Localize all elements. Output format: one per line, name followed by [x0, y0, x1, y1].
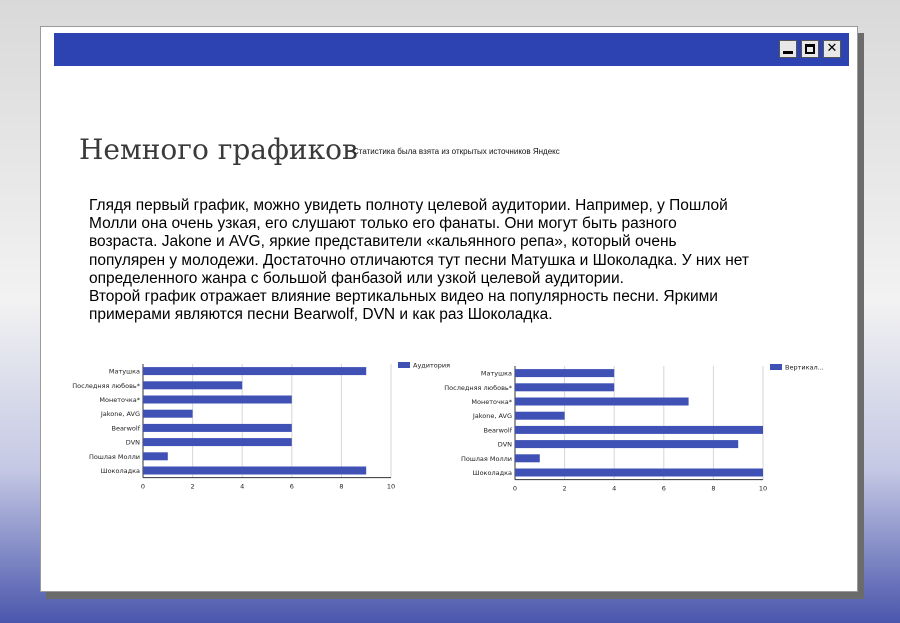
chart1-category-label-5: DVN [125, 438, 140, 447]
chart2-legend-label: Вертикал... [785, 363, 824, 372]
paragraph-1: Глядя первый график, можно увидеть полноту целевой аудитории. Например, у Пошлой Молли она очень узкая, его слушают только его фанаты. Они могут быть разного возраста. Jakone и AVG, яркие представители «кальянного репа», который очень популярен у молодежи. Достаточно отличаются тут песни Матушка и Шоколадка. У них нет определенного жанра с большой фанбазой или узкой целевой аудитории. [89, 197, 749, 287]
maximize-icon [805, 44, 815, 54]
chart1-tick-label-4: 8 [339, 482, 344, 491]
chart2-category-label-3: Jakone, AVG [472, 412, 512, 421]
chart1-category-label-7: Шоколадка [100, 467, 140, 475]
body-text [89, 197, 749, 324]
chart1-bar-1 [143, 381, 242, 389]
minimize-icon [783, 51, 793, 54]
chart2-bar-3 [515, 412, 565, 420]
chart1-tick-label-5: 10 [386, 482, 396, 491]
chart1-category-label-1: Последняя любовь* [72, 381, 140, 390]
chart2-tick-label-2: 4 [612, 484, 617, 493]
chart1-bar-3 [143, 410, 193, 418]
chart2-bar-4 [515, 426, 763, 434]
slide-title: Немного графиков [79, 133, 358, 166]
chart1-tick-label-2: 4 [240, 482, 245, 491]
slide-window [40, 26, 858, 592]
chart2-tick-label-5: 10 [758, 484, 768, 493]
chart1-category-label-6: Пошлая Молли [88, 452, 140, 461]
chart2-bar-5 [515, 440, 738, 448]
close-icon: ✕ [826, 41, 838, 56]
chart1-tick-label-3: 6 [289, 482, 294, 491]
chart1-category-label-4: Bearwolf [111, 424, 140, 433]
chart2-category-label-0: Матушка [480, 369, 512, 378]
maximize-button[interactable] [801, 40, 819, 58]
chart2-bar-2 [515, 398, 689, 406]
chart1-bar-5 [143, 438, 292, 446]
chart2-tick-label-0: 0 [512, 484, 518, 493]
chart2-category-label-7: Шоколадка [472, 469, 512, 477]
chart1-tick-label-0: 0 [140, 482, 146, 491]
chart1-category-label-2: Монеточка* [99, 396, 140, 404]
window-titlebar[interactable] [54, 33, 849, 66]
chart2-tick-label-3: 6 [661, 484, 666, 493]
chart2-category-label-2: Монеточка* [471, 398, 512, 406]
chart2-category-label-4: Bearwolf [483, 426, 512, 435]
chart2-category-label-6: Пошлая Молли [460, 454, 512, 463]
close-button[interactable] [823, 40, 841, 58]
chart1-legend-swatch [398, 362, 410, 368]
vertical-video-chart-svg [444, 359, 833, 499]
chart1-category-label-3: Jakone, AVG [100, 410, 140, 419]
audience-chart-svg [72, 357, 461, 497]
vertical-video-chart [444, 359, 833, 499]
chart1-legend-label: Аудитория [413, 361, 451, 370]
audience-chart [72, 357, 461, 497]
chart1-bar-2 [143, 396, 292, 404]
chart1-tick-label-1: 2 [190, 482, 195, 491]
chart2-category-label-5: DVN [497, 440, 512, 449]
chart1-category-label-0: Матушка [108, 367, 140, 376]
chart2-tick-label-4: 8 [711, 484, 716, 493]
chart2-category-label-1: Последняя любовь* [444, 383, 512, 392]
chart2-bar-0 [515, 369, 614, 377]
chart1-bar-0 [143, 367, 366, 375]
chart2-legend-swatch [770, 364, 782, 370]
paragraph-2: Второй график отражает влияние вертикальных видео на популярность песни. Яркими примерами являются песни Bearwolf, DVN и как раз Шоколадка. [89, 288, 718, 324]
chart1-bar-4 [143, 424, 292, 432]
chart2-bar-6 [515, 454, 540, 462]
chart1-bar-7 [143, 467, 366, 475]
chart2-bar-1 [515, 383, 614, 391]
source-note: Статистика была взята из открытых источников Яндекс [353, 147, 560, 156]
chart2-tick-label-1: 2 [562, 484, 567, 493]
minimize-button[interactable] [779, 40, 797, 58]
chart1-bar-6 [143, 452, 168, 460]
chart2-bar-7 [515, 469, 763, 477]
